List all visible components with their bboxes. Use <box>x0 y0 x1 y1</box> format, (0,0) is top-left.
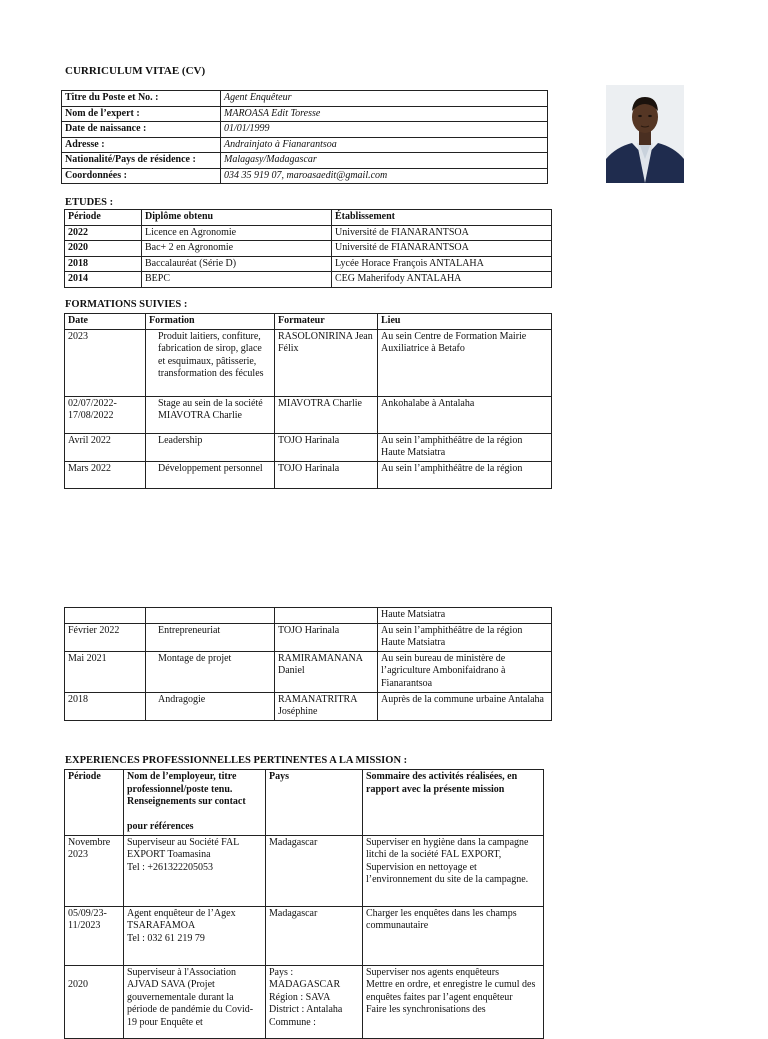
formations-row <box>65 461 552 488</box>
table-cell: CEG Maherifody ANTALAHA <box>332 272 552 288</box>
table-cell: 2018 <box>65 256 142 272</box>
table-cell: Licence en Agronomie <box>142 225 332 241</box>
table-cell: Mars 2022 <box>65 461 146 488</box>
experiences-header: Pays <box>266 770 363 836</box>
formations-row <box>65 433 552 461</box>
table-cell: MIAVOTRA Charlie <box>275 396 378 433</box>
formations-row <box>65 608 552 624</box>
identity-label: Nom de l’expert : <box>62 106 221 122</box>
identity-row <box>62 137 548 153</box>
table-cell: TOJO Harinala <box>275 623 378 651</box>
formations-header: Formation <box>146 314 275 330</box>
identity-label: Nationalité/Pays de résidence : <box>62 153 221 169</box>
etudes-row <box>65 272 552 288</box>
experiences-header: Nom de l’employeur, titre professionnel/poste tenu. Renseignements sur contact pour références <box>124 770 266 836</box>
table-cell: Leadership <box>146 433 275 461</box>
identity-row <box>62 168 548 184</box>
table-cell: Au sein l’amphithéâtre de la région <box>378 461 552 488</box>
identity-label: Titre du Poste et No. : <box>62 91 221 107</box>
table-cell: 02/07/2022-17/08/2022 <box>65 396 146 433</box>
table-cell: 2020 <box>65 241 142 257</box>
table-cell: Au sein Centre de Formation Mairie Auxiliatrice à Betafo <box>378 329 552 396</box>
table-cell: Avril 2022 <box>65 433 146 461</box>
formations-header: Date <box>65 314 146 330</box>
table-cell: Produit laitiers, confiture, fabrication de sirop, glace et esquimaux, pâtisserie, transformation des fécules <box>146 329 275 396</box>
etudes-header: Diplôme obtenu <box>142 210 332 226</box>
identity-label: Date de naissance : <box>62 122 221 138</box>
identity-value: Andrainjato à Fianarantsoa <box>221 137 548 153</box>
identity-value: Agent Enquêteur <box>221 91 548 107</box>
table-cell: Novembre 2023 <box>65 835 124 906</box>
table-cell: 05/09/23-11/2023 <box>65 906 124 965</box>
etudes-heading: ETUDES : <box>65 197 114 208</box>
table-cell: Superviser en hygiène dans la campagne litchi de la société FAL EXPORT, Supervision en nettoyage et l’environnement du site de la campagne. <box>363 835 544 906</box>
experiences-heading: EXPERIENCES PROFESSIONNELLES PERTINENTES A LA MISSION : <box>65 755 408 766</box>
etudes-header: Établissement <box>332 210 552 226</box>
table-cell: Bac+ 2 en Agronomie <box>142 241 332 257</box>
table-cell: 2014 <box>65 272 142 288</box>
etudes-row <box>65 241 552 257</box>
table-cell: Université de FIANARANTSOA <box>332 241 552 257</box>
table-cell: Entrepreneuriat <box>146 623 275 651</box>
table-cell: Montage de projet <box>146 651 275 692</box>
experiences-row <box>65 906 544 965</box>
table-cell: Lycée Horace François ANTALAHA <box>332 256 552 272</box>
table-cell: Madagascar <box>266 906 363 965</box>
table-cell: Auprès de la commune urbaine Antalaha <box>378 692 552 720</box>
table-cell <box>146 608 275 624</box>
table-cell: Haute Matsiatra <box>378 608 552 624</box>
table-cell: 2018 <box>65 692 146 720</box>
formations-row <box>65 396 552 433</box>
table-cell: Université de FIANARANTSOA <box>332 225 552 241</box>
identity-table <box>61 90 548 184</box>
formations-heading: FORMATIONS SUIVIES : <box>65 299 188 310</box>
table-cell: Au sein l’amphithéâtre de la région Haute Matsiatra <box>378 623 552 651</box>
table-cell: 2023 <box>65 329 146 396</box>
formations-row <box>65 651 552 692</box>
table-cell: Charger les enquêtes dans les champs communautaire <box>363 906 544 965</box>
experiences-header: Sommaire des activités réalisées, en rapport avec la présente mission <box>363 770 544 836</box>
table-cell: Baccalauréat (Série D) <box>142 256 332 272</box>
formations-header: Lieu <box>378 314 552 330</box>
etudes-row <box>65 225 552 241</box>
etudes-table <box>64 209 552 288</box>
identity-label: Coordonnées : <box>62 168 221 184</box>
table-cell: 2022 <box>65 225 142 241</box>
table-cell <box>275 608 378 624</box>
profile-photo <box>606 85 684 183</box>
table-cell: RAMIRAMANANA Daniel <box>275 651 378 692</box>
table-cell: Andragogie <box>146 692 275 720</box>
table-cell: Février 2022 <box>65 623 146 651</box>
formations-row <box>65 329 552 396</box>
identity-row <box>62 106 548 122</box>
cv-title: CURRICULUM VITAE (CV) <box>65 65 206 77</box>
etudes-header: Période <box>65 210 142 226</box>
identity-row <box>62 122 548 138</box>
table-cell: TOJO Harinala <box>275 461 378 488</box>
table-cell: 2020 <box>65 965 124 1038</box>
table-cell: Stage au sein de la société MIAVOTRA Charlie <box>146 396 275 433</box>
experiences-header: Période <box>65 770 124 836</box>
identity-row <box>62 153 548 169</box>
table-cell: Développement personnel <box>146 461 275 488</box>
identity-value: MAROASA Edit Toresse <box>221 106 548 122</box>
identity-label: Adresse : <box>62 137 221 153</box>
identity-value: 034 35 919 07, maroasaedit@gmail.com <box>221 168 548 184</box>
table-cell: Pays : MADAGASCAR Région : SAVA District : Antalaha Commune : <box>266 965 363 1038</box>
experiences-table <box>64 769 544 1039</box>
table-cell: TOJO Harinala <box>275 433 378 461</box>
identity-value: 01/01/1999 <box>221 122 548 138</box>
identity-row <box>62 91 548 107</box>
table-cell: Madagascar <box>266 835 363 906</box>
formations-row <box>65 692 552 720</box>
etudes-row <box>65 256 552 272</box>
table-cell: Superviser nos agents enquêteurs Mettre en ordre, et enregistre le cumul des enquêtes faites par l’agent enquêteur Faire les synchronisations des <box>363 965 544 1038</box>
experiences-row <box>65 965 544 1038</box>
formations-table <box>64 313 552 489</box>
table-cell: Agent enquêteur de l’Agex TSARAFAMOA Tel : 032 61 219 79 <box>124 906 266 965</box>
table-cell: Au sein bureau de ministère de l’agriculture Ambonifaidrano à Fianarantsoa <box>378 651 552 692</box>
table-cell: Au sein l’amphithéâtre de la région Haute Matsiatra <box>378 433 552 461</box>
table-cell: Mai 2021 <box>65 651 146 692</box>
table-cell: RAMANATRITRA Joséphine <box>275 692 378 720</box>
formations-row <box>65 623 552 651</box>
identity-value: Malagasy/Madagascar <box>221 153 548 169</box>
table-cell: BEPC <box>142 272 332 288</box>
experiences-row <box>65 835 544 906</box>
table-cell <box>65 608 146 624</box>
formations-continued-table <box>64 607 552 721</box>
table-cell: RASOLONIRINA Jean Félix <box>275 329 378 396</box>
formations-header: Formateur <box>275 314 378 330</box>
table-cell: Superviseur à l'Association AJVAD SAVA (Projet gouvernementale durant la période de pandémie du Covid-19 pour Enquête et <box>124 965 266 1038</box>
portrait-image <box>606 85 684 183</box>
table-cell: Ankohalabe à Antalaha <box>378 396 552 433</box>
table-cell: Superviseur au Société FAL EXPORT Toamasina Tel : +261322205053 <box>124 835 266 906</box>
